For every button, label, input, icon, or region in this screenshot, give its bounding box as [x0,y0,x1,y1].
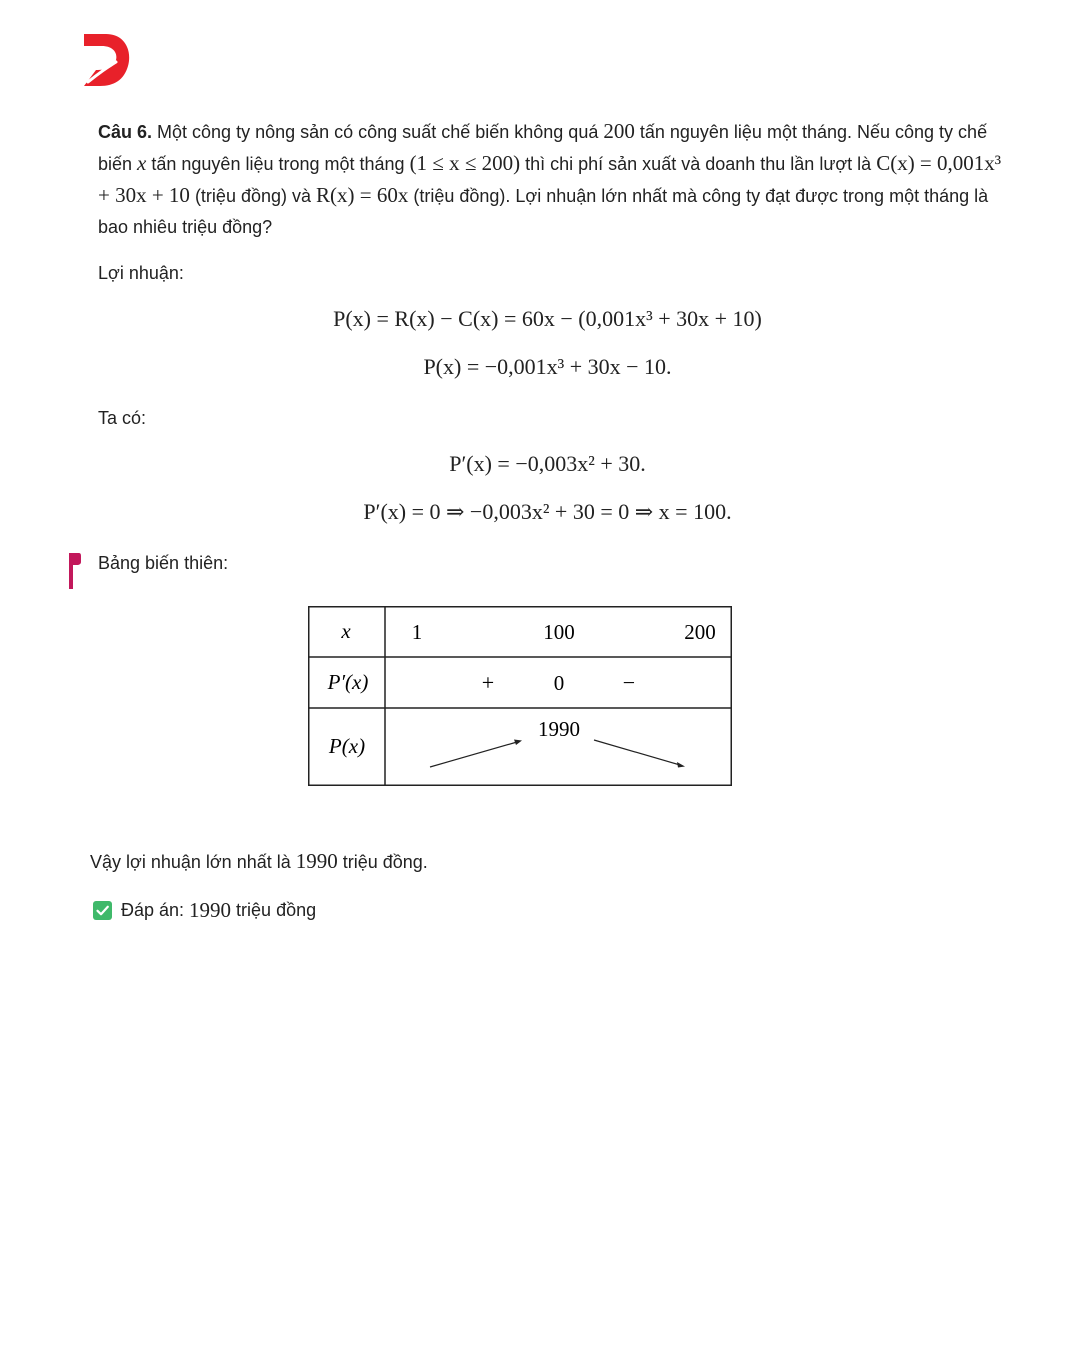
math-inline: (1 ≤ x ≤ 200) [409,151,521,175]
question-text-part: Một công ty nông sản có công suất chế biến không quá [152,122,604,142]
table-x-value-200: 200 [684,620,716,644]
conclusion-text-part: Vậy lợi nhuận lớn nhất là [90,852,296,872]
we-have-label: Ta có: [98,408,147,428]
table-sign-minus: − [622,670,636,695]
table-row-derivative-label: P′(x) [327,670,369,694]
answer-value: 1990 [189,898,232,922]
decreasing-arrow-icon [594,740,685,768]
question-text-part: (triệu đồng) và [189,186,316,206]
table-x-value-100: 100 [543,620,575,644]
question-text-part: (triệu đồng). Lợi nhuận lớn nhất mà công ty đạt được trong một tháng là bao nhiêu triệu đồng? [98,186,989,237]
table-label: Bảng biến thiên: [98,553,229,573]
math-inline: C(x) = 0,001x³ + 30x + 10 [98,151,1002,207]
math-inline: 200 [603,119,635,143]
variation-table [308,606,732,786]
conclusion-text [90,848,428,875]
equation-critical-point: P′(x) = 0 ⇒ −0,003x² + 30 = 0 ⇒ x = 100. [363,499,732,524]
math-inline: R(x) = 60x [316,183,409,207]
question-text-part: tấn nguyên liệu trong một tháng [146,154,410,174]
answer-label: Đáp án: [121,900,190,920]
check-box-icon [93,901,112,920]
equation-profit: P(x) = R(x) − C(x) = 60x − (0,001x³ + 30x + 10) [333,306,762,331]
conclusion-text-part: triệu đồng. [337,852,428,872]
answer-unit: triệu đồng [231,900,317,920]
bookmark-marker-icon [69,553,81,589]
profit-label: Lợi nhuận: [98,263,184,283]
table-x-value-1: 1 [411,620,423,644]
equation-derivative: P′(x) = −0,003x² + 30. [449,451,646,476]
table-sign-plus: + [481,670,495,695]
table-row-x-label: x [341,619,351,643]
table-max-value: 1990 [538,717,580,741]
question-text [98,116,1008,243]
question-text-part: thì chi phí sản xuất và doanh thu lần lượt là [520,154,877,174]
question-text-part: tấn nguyên liệu một tháng. Nếu công ty chế biến [98,122,988,174]
increasing-arrow-icon [430,740,522,768]
table-row-function-label: P(x) [328,734,366,758]
question-number: Câu 6. [98,122,153,142]
equation-profit-simplified: P(x) = −0,001x³ + 30x − 10. [423,354,672,379]
answer-row [93,897,316,923]
brand-logo-icon [82,32,132,88]
math-inline: x [137,151,147,175]
table-sign-zero: 0 [553,671,565,695]
conclusion-value: 1990 [295,849,338,873]
